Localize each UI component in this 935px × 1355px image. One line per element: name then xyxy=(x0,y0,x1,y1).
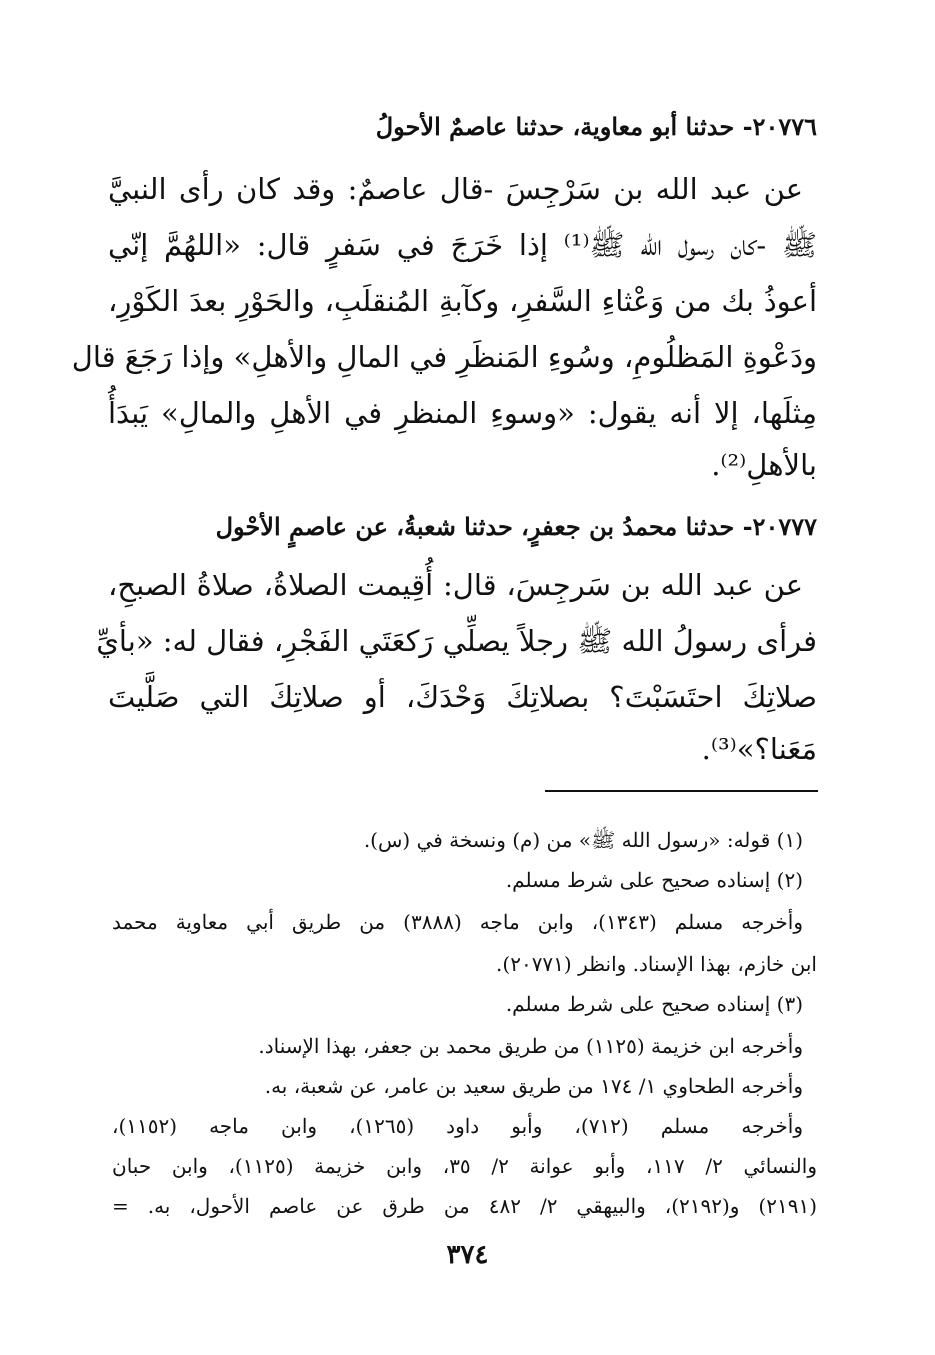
hadith-20776-heading: ٢٠٧٧٦- حدثنا أبو معاوية، حدثنا عاصمٌ الأحولُ xyxy=(375,112,817,141)
hadith-20777-line-2: فرأى رسولُ الله ﷺ رجلاً يصلِّي رَكعَتَي الفَجْرِ، فقال له: «بأيِّ xyxy=(96,624,817,658)
footnote-2: (٢) إسناده صحيح على شرط مسلم. xyxy=(505,868,803,892)
footnote-1: (١) قوله: «رسول الله ﷺ» من (م) ونسخة في (س). xyxy=(363,828,803,852)
footnote-3-text-1: وأخرجه ابن خزيمة (١١٢٥) من طريق محمد بن جعفر، بهذا الإسناد. xyxy=(258,1034,803,1058)
hadith-20776-line-4: ودَعْوةِ المَظلُومِ، وسُوءِ المَنظَرِ في المالِ والأهلِ» وإذا رَجَعَ قال xyxy=(71,340,817,374)
hadith-20776-line-5: مِثلَها، إلا أنه يقول: «وسوءِ المنظرِ في الأهلِ والمالِ» يَبدَأُ xyxy=(108,396,817,430)
page-number: ٣٧٤ xyxy=(446,1240,489,1270)
footnote-3: (٣) إسناده صحيح على شرط مسلم. xyxy=(505,992,803,1016)
hadith-20777-line-4: مَعَنا؟»⁽³⁾. xyxy=(701,732,817,766)
hadith-20776-line-6: بالأهلِ⁽²⁾. xyxy=(711,448,817,482)
footnote-3-text-3: وأخرجه مسلم (٧١٢)، وأبو داود (١٢٦٥)، وابن ماجه (١١٥٢)، xyxy=(112,1114,804,1138)
footnote-3-text-2: وأخرجه الطحاوي ١/ ١٧٤ من طريق سعيد بن عامر، عن شعبة، به. xyxy=(264,1074,803,1098)
hadith-20777-line-1: عن عبد الله بن سَرجِسَ، قال: أُقِيمت الصلاةُ، صلاةُ الصبحِ، xyxy=(108,568,803,602)
hadith-20777-heading: ٢٠٧٧٧- حدثنا محمدُ بن جعفرٍ، حدثنا شعبةُ، عن عاصمٍ الأحْول xyxy=(215,512,817,541)
footnote-3-text-5: (٢١٩١) و(٢١٩٢)، والبيهقي ٢/ ٤٨٢ من طرق عن عاصم الأحول، به. = xyxy=(112,1194,818,1218)
hadith-20776-line-1: عن عبد الله بن سَرْجِسَ -قال عاصمٌ: وقد كان رأى النبيَّ xyxy=(108,172,803,206)
footnote-separator xyxy=(545,790,818,792)
footnote-2-text-2: ابن خازم، بهذا الإسناد. وانظر (٢٠٧٧١). xyxy=(496,952,817,976)
hadith-20776-line-2: ﷺ -كان رسول الله ﷺ⁽¹⁾ إذا خَرَجَ في سَفرٍ قال: «اللهُمَّ إنّي xyxy=(108,228,817,262)
footnote-3-text-4: والنسائي ٢/ ١١٧، وأبو عوانة ٢/ ٣٥، وابن خزيمة (١١٢٥)، وابن حبان xyxy=(112,1154,817,1178)
hadith-20776-line-3: أعوذُ بك من وَعْثاءِ السَّفرِ، وكآبةِ المُنقلَبِ، والحَوْرِ بعدَ الكَوْرِ، xyxy=(108,284,817,318)
footnote-2-text-1: وأخرجه مسلم (١٣٤٣)، وابن ماجه (٣٨٨٨) من طريق أبي معاوية محمد xyxy=(112,910,803,934)
hadith-20777-line-3: صلاتِكَ احتَسَبْتَ؟ بصلاتِكَ وَحْدَكَ، أو صلاتِكَ التي صَلَّيتَ xyxy=(108,680,817,714)
